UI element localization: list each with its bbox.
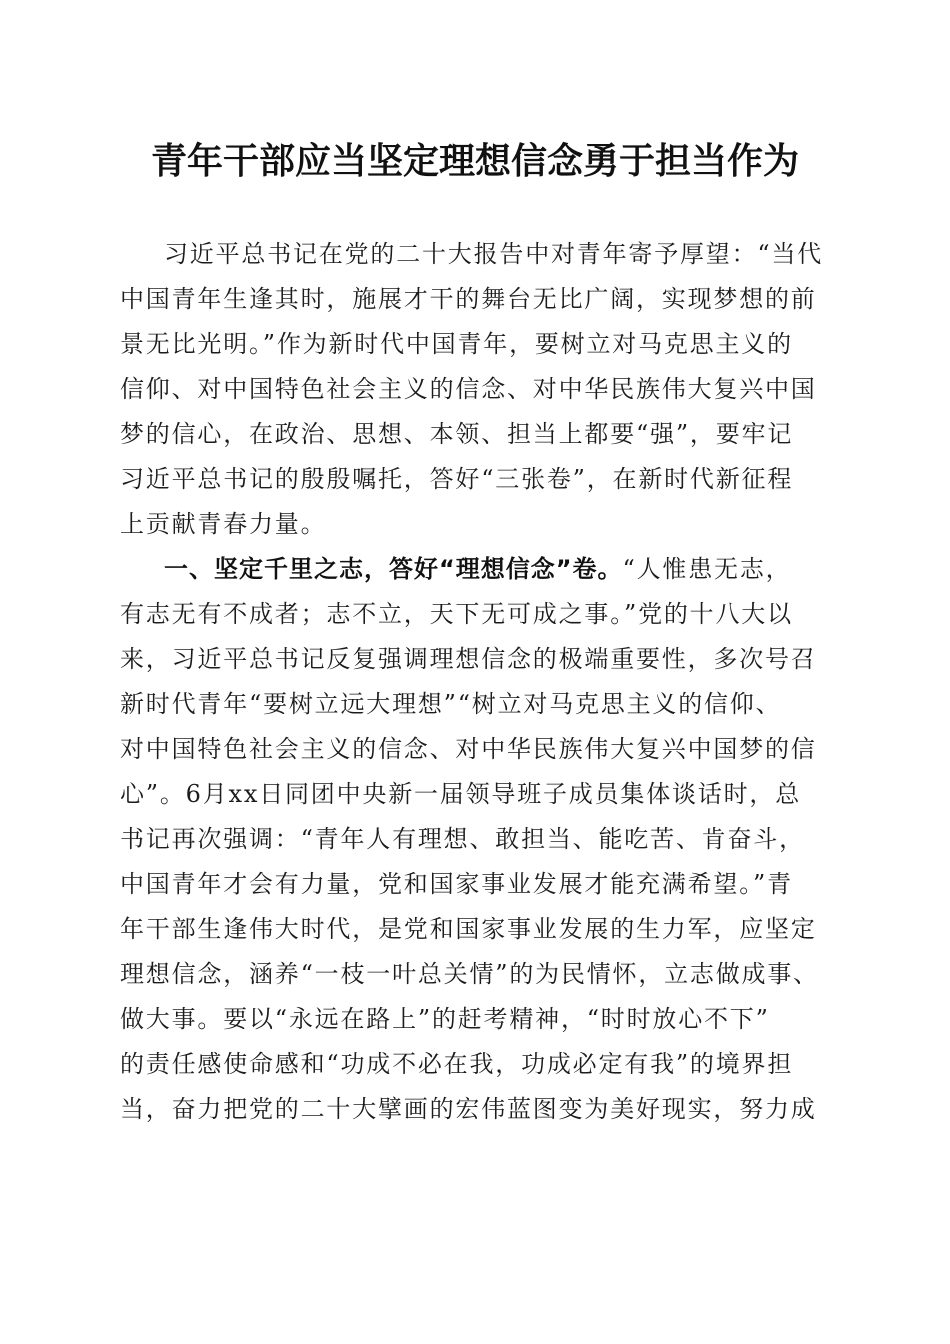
- text-line: 对中国特色社会主义的信念、对中华民族伟大复兴中国梦的信: [120, 735, 817, 763]
- text-line: 上贡献青春力量。: [120, 510, 327, 538]
- section-first-line: [120, 547, 830, 592]
- text-line: 年干部生逢伟大时代，是党和国家事业发展的生力军，应坚定: [120, 915, 817, 943]
- document-body: [120, 232, 830, 1132]
- text-line: 理想信念，涵养“一枝一叶总关情”的为民情怀，立志做成事、: [120, 960, 819, 988]
- section-first-line-rest: “人惟患无志，: [622, 555, 792, 583]
- text-line: 习近平总书记在党的二十大报告中对青年寄予厚望：“当代: [164, 240, 824, 268]
- text-line: 的责任感使命感和“功成不必在我，功成必定有我”的境界担: [120, 1050, 794, 1078]
- text-line: 心”。6月xx日同团中央新一届领导班子成员集体谈话时，总: [120, 780, 802, 808]
- text-line: 信仰、对中国特色社会主义的信念、对中华民族伟大复兴中国: [120, 375, 817, 403]
- text-line: 中国青年生逢其时，施展才干的舞台无比广阔，实现梦想的前: [120, 285, 817, 313]
- paragraph-intro: [120, 232, 830, 547]
- text-line: 新时代青年“要树立远大理想”“树立对马克思主义的信仰、: [120, 690, 782, 718]
- text-line: 有志无有不成者；志不立，天下无可成之事。”党的十八大以: [120, 600, 793, 628]
- section-heading: 一、坚定千里之志，答好“理想信念”卷。: [164, 555, 623, 583]
- text-line: 当，奋力把党的二十大擘画的宏伟蓝图变为美好现实，努力成: [120, 1095, 817, 1123]
- text-line: 习近平总书记的殷殷嘱托，答好“三张卷”，在新时代新征程: [120, 465, 794, 493]
- text-line: 中国青年才会有力量，党和国家事业发展才能充满希望。”青: [120, 870, 793, 898]
- text-line: 做大事。要以“永远在路上”的赶考精神，“时时放心不下”: [120, 1005, 770, 1033]
- text-line: 来，习近平总书记反复强调理想信念的极端重要性，多次号召: [120, 645, 817, 673]
- text-line: 梦的信心，在政治、思想、本领、担当上都要“强”，要牢记: [120, 420, 794, 448]
- document-title: 青年干部应当坚定理想信念勇于担当作为: [150, 140, 799, 182]
- text-line: 书记再次强调：“青年人有理想、敢担当、能吃苦、肯奋斗，: [120, 825, 805, 853]
- text-line: 景无比光明。”作为新时代中国青年，要树立对马克思主义的: [120, 330, 793, 358]
- section-one: [120, 547, 830, 1132]
